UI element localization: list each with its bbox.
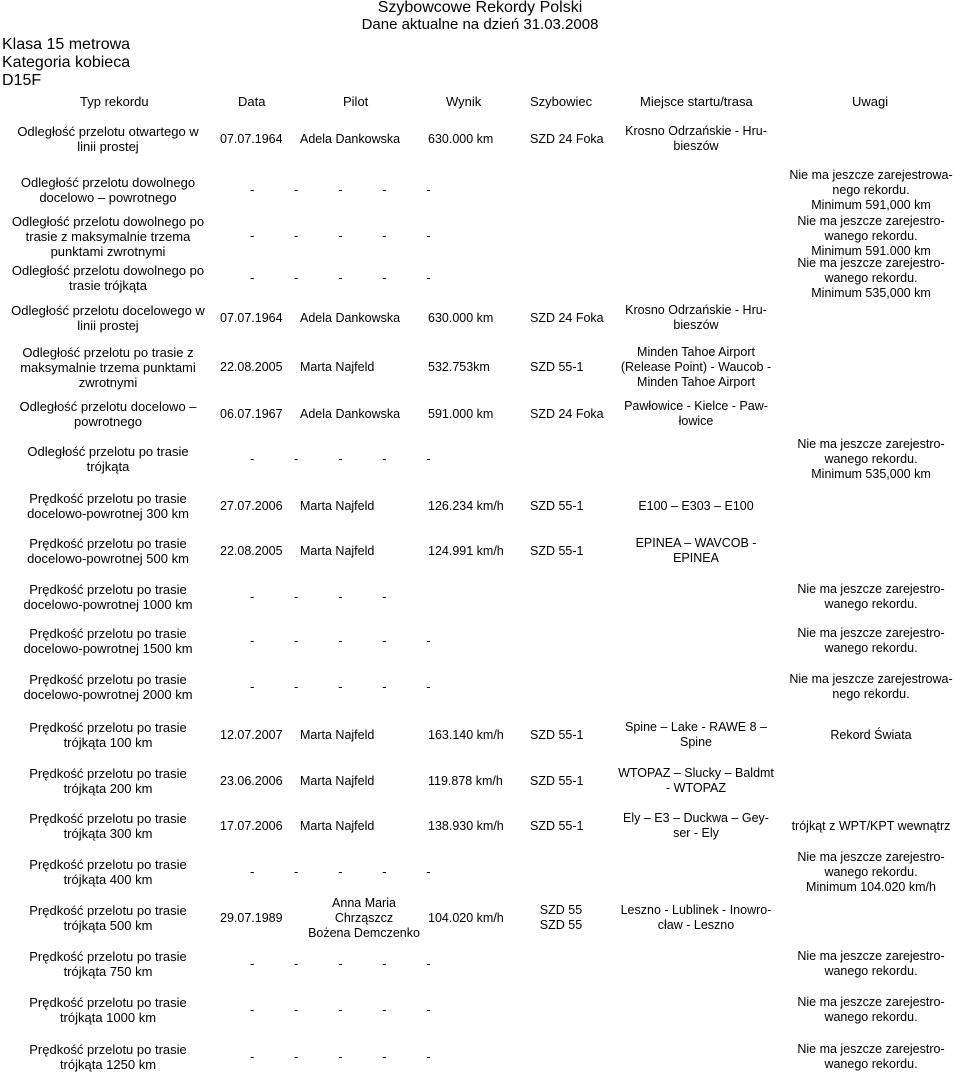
record-route-line: EPINEA – WAVCOB - — [635, 536, 757, 550]
table-row — [0, 806, 960, 846]
record-pilot — [300, 486, 428, 526]
record-glider-line: SZD 55-1 — [530, 498, 584, 513]
record-date: 22.08.2005 — [220, 359, 283, 374]
record-type-line: Prędkość przelotu po trasie — [29, 536, 187, 551]
record-pilot-line: Adela Dankowska — [300, 406, 401, 421]
record-type-line: Odległość przelotu docelowego w — [11, 303, 205, 318]
record-type-line: docelowo-powrotnej 500 km — [27, 551, 189, 566]
record-type — [0, 806, 216, 846]
class-label: Klasa 15 metrowa — [2, 36, 131, 53]
record-notes — [782, 436, 960, 481]
record-route-line: Pawłowice - Kielce - Paw- — [624, 399, 768, 413]
record-route — [608, 761, 784, 801]
record-pilot — [300, 119, 428, 159]
record-type — [0, 621, 216, 661]
table-row — [0, 944, 960, 984]
record-route-line: bieszów — [673, 318, 719, 332]
record-glider — [530, 761, 600, 801]
record-notes-line: Nie ma jeszcze zarejestro- — [797, 255, 945, 270]
record-notes — [782, 806, 960, 846]
record-type — [0, 715, 216, 755]
record-pilot-line: Marta Najfeld — [300, 543, 375, 558]
record-glider-line: SZD 55-1 — [530, 543, 584, 558]
record-type — [0, 486, 216, 526]
record-type-line: trójkąta 400 km — [63, 872, 153, 887]
record-glider-line: SZD 24 Foka — [530, 406, 604, 421]
table-row — [0, 298, 960, 338]
record-date: 17.07.2006 — [220, 818, 283, 833]
record-type — [0, 852, 216, 892]
record-glider-line: SZD 55-1 — [530, 359, 584, 374]
record-route-line: Minden Tahoe Airport — [637, 344, 755, 359]
table-row — [0, 119, 960, 159]
record-notes — [782, 577, 960, 617]
record-route-line: Leszno - Lublinek - Inowro- — [620, 903, 772, 917]
record-pilot — [300, 531, 428, 571]
record-route-line: Ely – E3 – Duckwa – Gey- — [623, 811, 769, 825]
record-type-line: Prędkość przelotu po trasie — [29, 672, 187, 687]
record-notes — [782, 621, 960, 661]
record-type-line: Prędkość przelotu po trasie — [29, 995, 187, 1010]
record-type-line: linii prostej — [77, 139, 139, 154]
record-notes — [782, 255, 960, 300]
record-notes-line: Nie ma jeszcze zarejestro- — [797, 949, 945, 963]
record-type-line: Prędkość przelotu po trasie — [29, 949, 187, 964]
record-glider-line: SZD 55-1 — [530, 727, 584, 742]
record-type-line: trójkąta 200 km — [63, 781, 153, 796]
record-route-line: cław - Leszno — [657, 918, 735, 932]
record-route — [608, 394, 784, 434]
record-notes-line: Minimum 535,000 km — [811, 466, 931, 481]
record-route-line: łowice — [678, 414, 714, 428]
column-header-pilot: Pilot — [343, 94, 369, 109]
empty-record-dashes: - - - - - — [250, 864, 431, 879]
record-type — [0, 944, 216, 984]
record-type-line: docelowo-powrotnej 1500 km — [23, 641, 193, 656]
record-notes-line: Minimum 591.000 km — [811, 243, 931, 258]
record-type-line: trójkąta 1000 km — [59, 1010, 157, 1025]
record-notes — [782, 990, 960, 1030]
record-type — [0, 213, 216, 259]
record-pilot — [300, 298, 428, 338]
record-type-line: Prędkość przelotu po trasie — [29, 582, 187, 597]
record-route — [608, 119, 784, 159]
record-notes — [782, 715, 960, 755]
table-row — [0, 577, 960, 617]
record-type-line: Odległość przelotu dowolnego po — [11, 213, 205, 229]
record-notes-line: Nie ma jeszcze zarejestro- — [797, 995, 945, 1009]
record-pilot-line: Marta Najfeld — [300, 773, 375, 788]
record-glider — [530, 343, 600, 391]
record-type-line: docelowo-powrotnej 1000 km — [23, 597, 193, 612]
record-notes-line: Minimum 535,000 km — [811, 285, 931, 300]
record-glider-line: SZD 24 Foka — [530, 131, 604, 146]
record-result: 104.020 km/h — [428, 910, 504, 925]
record-type-line: trasie z maksymalnie trzema — [25, 228, 191, 244]
record-route-line: Minden Tahoe Airport — [637, 374, 755, 389]
record-date: 29.07.1989 — [220, 910, 283, 925]
record-type — [0, 260, 216, 296]
record-type — [0, 343, 216, 391]
column-header-date: Data — [238, 94, 266, 109]
record-pilot-line: Chrząszcz — [334, 910, 394, 925]
record-result: 119.878 km/h — [428, 773, 503, 788]
record-type — [0, 667, 216, 707]
record-notes — [782, 167, 960, 212]
table-row — [0, 990, 960, 1030]
record-type-line: zwrotnymi — [78, 374, 138, 390]
record-type-line: trójkąta — [86, 459, 130, 474]
record-route-line: Spine — [680, 735, 712, 749]
record-date: 06.07.1967 — [220, 406, 283, 421]
record-route-line: Spine – Lake - RAWE 8 – — [625, 720, 767, 734]
page-title: Szybowcowe Rekordy Polski — [377, 0, 583, 16]
record-route-line: WTOPAZ – Slucky – Baldmt — [618, 766, 774, 780]
record-pilot-line: Adela Dankowska — [300, 131, 401, 146]
record-type — [0, 394, 216, 434]
record-notes — [782, 1037, 960, 1077]
record-route-line: Krosno Odrzańskie - Hru- — [625, 124, 767, 138]
record-glider — [530, 298, 604, 338]
record-route — [608, 531, 784, 571]
record-type — [0, 577, 216, 617]
record-pilot — [300, 715, 428, 755]
record-result: 532.753km — [428, 359, 490, 374]
record-route-line: (Release Point) - Waucob - — [620, 359, 772, 374]
record-notes — [782, 667, 960, 707]
record-type-line: punktami zwrotnymi — [50, 243, 166, 259]
record-notes-line: trójkąt z WPT/KPT wewnątrz — [791, 818, 951, 833]
record-pilot — [300, 806, 428, 846]
record-type-line: Odległość przelotu otwartego w — [17, 124, 199, 139]
record-type-line: Odległość przelotu po trasie — [27, 444, 189, 459]
record-glider-line: SZD 55-1 — [530, 773, 584, 788]
record-notes-line: Nie ma jeszcze zarejestro- — [797, 626, 945, 640]
record-result: 591.000 km — [428, 406, 494, 421]
table-row — [0, 167, 960, 212]
empty-record-dashes: - - - - - — [250, 956, 431, 971]
record-result: 126.234 km/h — [428, 498, 504, 513]
empty-record-dashes: - - - - - — [250, 182, 431, 197]
record-type — [0, 531, 216, 571]
record-type-line: Prędkość przelotu po trasie — [29, 626, 187, 641]
record-type-line: trójkąta 1250 km — [59, 1057, 157, 1072]
record-notes-line: Nie ma jeszcze zarejestrowa- — [789, 167, 953, 182]
record-type-line: docelowo-powrotnej 2000 km — [23, 687, 193, 702]
record-type — [0, 761, 216, 801]
record-notes-line: Minimum 104.020 km/h — [806, 879, 936, 894]
record-route — [608, 715, 784, 755]
table-row — [0, 715, 960, 755]
record-type-line: trójkąta 300 km — [63, 826, 153, 841]
record-route — [608, 298, 784, 338]
record-type-line: Prędkość przelotu po trasie — [29, 720, 187, 735]
record-route-line: bieszów — [673, 139, 719, 153]
record-notes-line: nego rekordu. — [832, 182, 910, 197]
record-notes-line: wanego rekordu. — [824, 451, 918, 466]
record-route-line: Krosno Odrzańskie - Hru- — [625, 303, 767, 317]
record-type-line: powrotnego — [74, 414, 142, 429]
record-result: 163.140 km/h — [428, 727, 504, 742]
record-notes — [782, 944, 960, 984]
record-type-line: Odległość przelotu docelowo – — [19, 399, 197, 414]
record-pilot-line: Bożena Demczenko — [308, 925, 420, 940]
record-glider-line: SZD 55-1 — [530, 818, 584, 833]
record-type-line: Odległość przelotu po trasie z — [22, 344, 194, 360]
record-type-line: trójkąta 500 km — [63, 918, 153, 933]
record-notes-line: nego rekordu. — [832, 687, 910, 701]
empty-record-dashes: - - - - - — [250, 1049, 431, 1064]
record-date: 27.07.2006 — [220, 498, 283, 513]
category-label: Kategoria kobieca — [2, 54, 131, 71]
record-pilot — [300, 343, 428, 391]
table-row — [0, 531, 960, 571]
record-glider — [530, 531, 600, 571]
column-header-glider: Szybowiec — [530, 94, 593, 109]
record-type-line: Odległość przelotu dowolnego po — [11, 263, 205, 278]
empty-record-dashes: - - - - - — [250, 270, 431, 285]
record-glider — [530, 715, 600, 755]
record-notes-line: Nie ma jeszcze zarejestrowa- — [789, 672, 953, 686]
record-glider — [530, 119, 604, 159]
record-type-line: Odległość przelotu dowolnego — [20, 175, 196, 190]
record-type-line: Prędkość przelotu po trasie — [29, 903, 187, 918]
record-pilot-line: Adela Dankowska — [300, 310, 401, 325]
record-route-line: ser - Ely — [673, 826, 719, 840]
record-notes-line: wanego rekordu. — [824, 270, 918, 285]
record-glider — [526, 894, 596, 942]
record-notes-line: Nie ma jeszcze zarejestro- — [797, 1042, 945, 1056]
record-notes-line: wanego rekordu. — [824, 864, 918, 879]
date-subtitle: Dane aktualne na dzień 31.03.2008 — [361, 16, 599, 33]
record-notes-line: wanego rekordu. — [824, 641, 918, 655]
record-type — [0, 1037, 216, 1077]
table-row — [0, 255, 960, 300]
table-row — [0, 761, 960, 801]
column-header-notes: Uwagi — [852, 94, 889, 109]
table-row — [0, 849, 960, 894]
record-type-line: trójkąta 100 km — [63, 735, 153, 750]
empty-record-dashes: - - - - - — [250, 1002, 431, 1017]
record-notes-line: Minimum 591,000 km — [811, 197, 931, 212]
record-type — [0, 990, 216, 1030]
table-row — [0, 213, 960, 259]
record-route — [608, 343, 784, 391]
record-type-line: maksymalnie trzema punktami — [20, 359, 196, 375]
record-date: 23.06.2006 — [220, 773, 283, 788]
record-glider-line: SZD 55 — [539, 903, 583, 917]
record-type-line: trasie trójkąta — [68, 278, 148, 293]
record-route-line: EPINEA — [673, 551, 719, 565]
record-type-line: Prędkość przelotu po trasie — [29, 811, 187, 826]
record-notes-line: wanego rekordu. — [824, 1010, 918, 1024]
record-glider — [530, 806, 600, 846]
record-type — [0, 298, 216, 338]
record-pilot — [300, 761, 428, 801]
record-glider-line: SZD 55 — [539, 918, 583, 932]
record-glider — [530, 486, 600, 526]
record-route-line: - WTOPAZ — [666, 781, 726, 795]
record-pilot-line: Marta Najfeld — [300, 727, 375, 742]
record-notes-line: Nie ma jeszcze zarejestro- — [797, 582, 945, 596]
record-result: 138.930 km/h — [428, 818, 504, 833]
empty-record-dashes: - - - - - — [250, 228, 431, 243]
table-row — [0, 343, 960, 391]
record-type — [0, 119, 216, 159]
record-notes-line: Rekord Świata — [830, 727, 912, 742]
record-glider-line: SZD 24 Foka — [530, 310, 604, 325]
record-notes-line: wanego rekordu. — [824, 597, 918, 611]
table-row — [0, 621, 960, 661]
record-pilot-line: Marta Najfeld — [300, 359, 375, 374]
table-row — [0, 667, 960, 707]
record-type-line: Prędkość przelotu po trasie — [29, 1042, 187, 1057]
column-header-result: Wynik — [446, 94, 482, 109]
table-row — [0, 394, 960, 434]
record-date: 22.08.2005 — [220, 543, 283, 558]
record-date: 12.07.2007 — [220, 727, 283, 742]
record-type-line: Prędkość przelotu po trasie — [29, 491, 187, 506]
empty-record-dashes: - - - - - — [250, 451, 431, 466]
record-type — [0, 170, 216, 210]
record-notes-line: wanego rekordu. — [824, 1057, 918, 1071]
record-notes — [782, 849, 960, 894]
record-pilot — [300, 394, 428, 434]
record-type-line: docelowo – powrotnego — [39, 190, 177, 205]
record-type — [0, 894, 216, 942]
record-type-line: linii prostej — [77, 318, 139, 333]
record-route-line: E100 – E303 – E100 — [638, 498, 754, 513]
record-type-line: Prędkość przelotu po trasie — [29, 766, 187, 781]
column-header-route: Miejsce startu/trasa — [640, 94, 753, 109]
record-date: 07.07.1964 — [220, 131, 283, 146]
record-notes — [782, 213, 960, 259]
record-glider — [530, 394, 604, 434]
record-type — [0, 439, 216, 479]
empty-record-dashes: - - - - - — [250, 633, 431, 648]
record-type-line: trójkąta 750 km — [63, 964, 153, 979]
record-result: 630.000 km — [428, 131, 494, 146]
record-result: 630.000 km — [428, 310, 494, 325]
table-row — [0, 486, 960, 526]
table-row — [0, 894, 960, 942]
record-notes-line: Nie ma jeszcze zarejestro- — [797, 213, 945, 228]
record-route — [608, 894, 784, 942]
record-result: 124.991 km/h — [428, 543, 504, 558]
record-type-line: docelowo-powrotnej 300 km — [27, 506, 189, 521]
record-pilot — [300, 894, 428, 942]
category-code: D15F — [2, 72, 42, 89]
record-notes-line: Nie ma jeszcze zarejestro- — [797, 849, 945, 864]
table-row — [0, 436, 960, 481]
record-notes-line: wanego rekordu. — [824, 228, 918, 243]
empty-record-dashes: - - - - — [250, 589, 387, 604]
record-route — [608, 806, 784, 846]
record-type-line: Prędkość przelotu po trasie — [29, 857, 187, 872]
record-notes-line: Nie ma jeszcze zarejestro- — [797, 436, 945, 451]
record-pilot-line: Marta Najfeld — [300, 818, 375, 833]
record-route — [608, 486, 784, 526]
table-row — [0, 1037, 960, 1077]
record-pilot-line: Marta Najfeld — [300, 498, 375, 513]
column-header-type: Typ rekordu — [80, 94, 149, 109]
empty-record-dashes: - - - - - — [250, 679, 431, 694]
record-date: 07.07.1964 — [220, 310, 283, 325]
record-pilot-line: Anna Maria — [332, 895, 396, 910]
record-notes-line: wanego rekordu. — [824, 964, 918, 978]
